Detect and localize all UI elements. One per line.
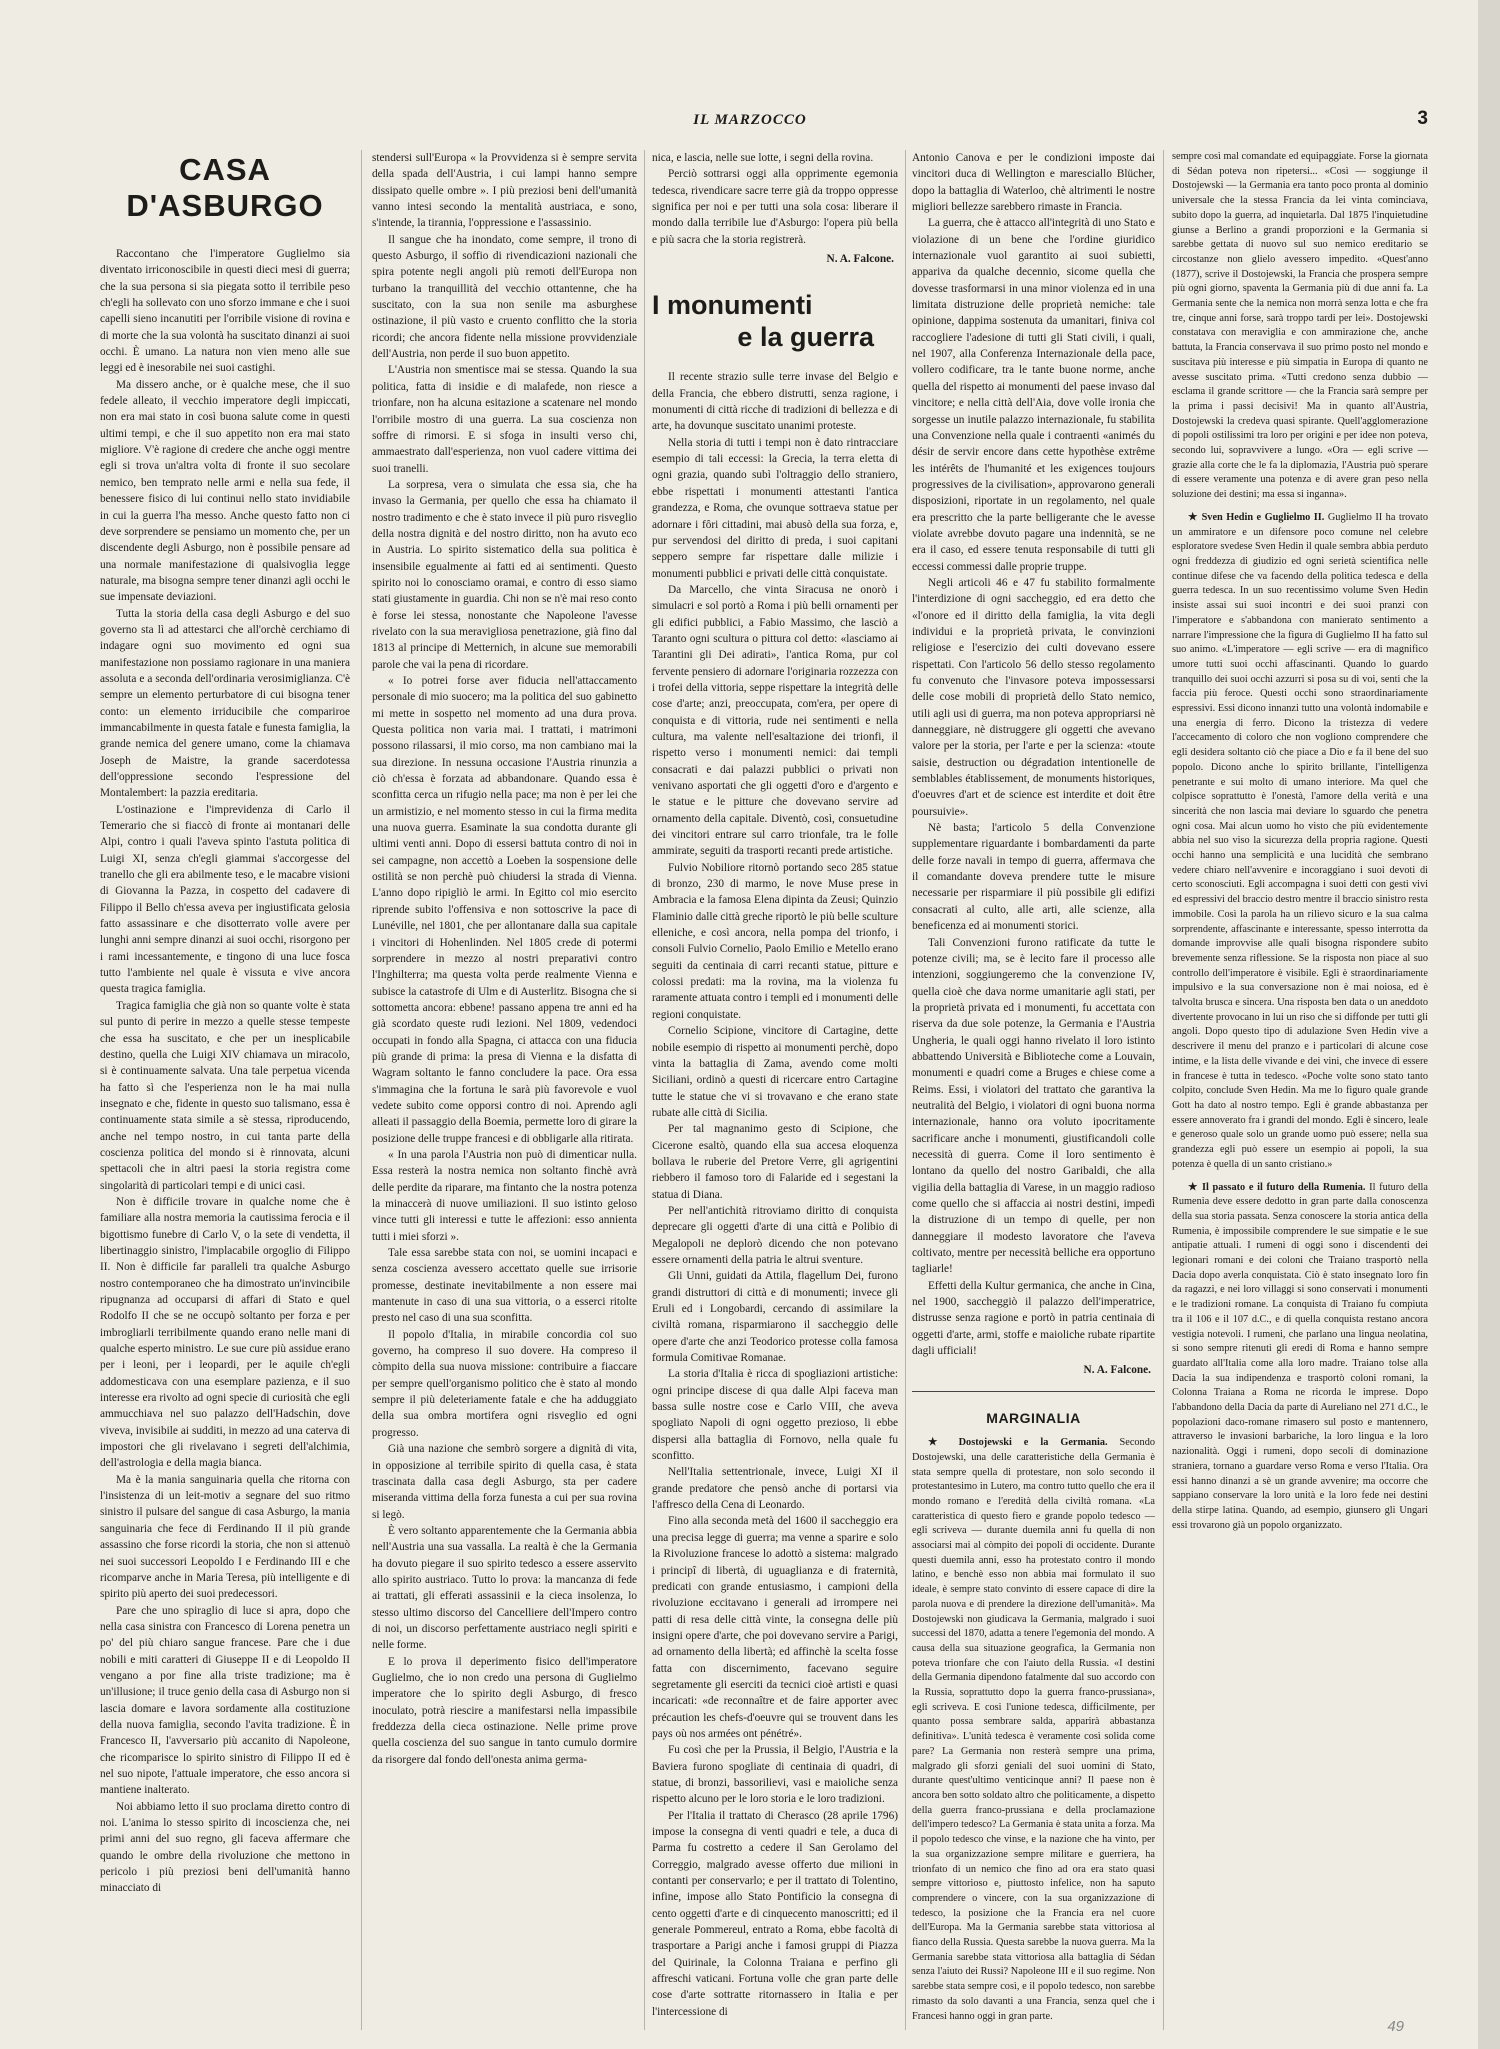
paragraph: Perciò sottrarsi oggi alla opprimente egemonia tedesca, rivendicare sacre terre già da troppo oppresse significa per noi e per tutti una sola cosa: liberare il mondo dalla terribile lue d'Asburgo: l'opera più bella e più sacra che la storia registrerà. xyxy=(652,168,898,246)
marginalia-text: Secondo Dostojewski, una delle caratteristiche della Germania è stata sempre quella di protestare, non solo secondo il protestantesimo in Lutero, ma contro tutto quello che era il mondo romano e l'eredità della civiltà romana. «La caratteristica di questo fiero e grande popolo tedesco — egli scriveva — durante duemila anni fu quella di non associarsi mai al còmpito dei popoli di occidente. Durante questi duemila anni, esso ha protestato contro il mondo latino, e benchè esso non abbia mai formulato il suo ideale, è sempre stato convinto di essere capace di dire la parola nuova e di prendere la direzione dell'umanità». Ma Dostojewski non giudicava la Germania, malgrado i suoi successi del 1870, adatta a tenere l'egemonia del mondo. A causa della sua situazione geografica, la Germania non poteva trionfare che con l'aiuto della Russia. «I destini della Germania dipendono fatalmente dal suo accordo con la Russia, soprattutto dopo la guerra franco-prussiana», egli scriveva. E cosi l'unione tedesca, difficilmente, per quanto possa sembrare salda, apparirà abbastanza definitiva». L'unità tedesca è veramente così solida come pare? La Germania non resterà sempre una prima, malgrado gli sforzi geniali del suoi uomini di Stato, durante quest'ultimo venticinque anni? Il paese non è ancora ben sotto soldato altro che politicamente, a dispetto della guerra franco-prussiana e della proclamazione dell'impero tedesco? La Germania è stata unita a forza. Ma il popolo tedesco che vinse, e la nazione che ha vinto, per la sua organizzazione sempre militare e guerriera, ha trionfato di un nemico che fino ad ora era stato quasi sempre vittorioso e, piuttosto infelice, non ha saputo comprendere o vincere, con la sua organizzazione di tedesco, la posizione che la Francia era nel cuore dell'Europa. Ma la Germania sarebbe stata vittoriosa al fianco della Russia. Questa sarebbe la nuova guerra. Ma la Germania sarebbe stata vittoriosa alla battaglia di Sédan senza l'aiuto dei Russi? Napoleone III e il suo regime. Non sarebbe stata sempre così, e il popolo tedesco, non sarebbe rimasto da solo davanti a una Francia, senza quel che i Francesi hanno oggi in gran parte. xyxy=(912,1437,1155,2022)
paragraph: Da Marcello, che vinta Siracusa ne onorò i simulacri e sol portò a Roma i più belli ornamenti per gli edifici pubblici, a Fabio Massimo, che lasciò a Taranto ogni scultura o pittura col detto: «lasciamo ai Tarantini gli Dei adirati», l'antica Roma, pur col fervente pensiero di adornare l'originaria rozzezza con i trofei della vittoria, seppe rispettare la integrità delle cose d'arte; anzi, preoccupata, com'era, per opere di conquista e di vittoria, rude nei sentimenti e nella cultura, ma valente nell'esaltazione dei trionfi, il rispetto verso i monumenti nemici: dai templi consacrati e dai palazzi pubblici o privati non venivano asportati che gli oggetti d'oro e d'argento e le statue e le pitture che dovevano servire ad ornamento della capitale. Diventò, così, consuetudine dei vincitori entrare sul carro trionfale, tra le folle ammirate, seguiti da trasporti recanti prede artistiche. xyxy=(652,583,898,858)
paragraph: Per l'Italia il trattato di Cherasco (28 aprile 1796) impose la consegna di venti quadri e tele, a duca di Parma fu costretto a cedere il San Gerolamo del Correggio, malgrado avesse offerto due milioni in contanti per conservarlo; e per il trattato di Tolentino, infine, impose allo Stato Pontificio la consegna di cento oggetti d'arte e di cinquecento manoscritti; ed il generale Pommereul, entrato a Roma, ebbe facoltà di trasportare a Parigi anche i famosi gruppi di Piazza del Quirinale, la Colonna Traiana e perfino gli affreschi vaticani. Fortuna volle che gran parte delle cose d'arte sottratte ritornassero in Italia e per l'intercessione di xyxy=(652,1809,898,2018)
marginalia-item xyxy=(912,1436,1155,2024)
title-line-1: I monumenti xyxy=(652,290,813,321)
paragraph: È vero soltanto apparentemente che la Germania abbia nell'Austria una sua vassalla. La realtà è che la Germania ha dovuto piegare il suo spirito tedesco a essere asservito allo spirito austriaco. Tutto lo prova: la mancanza di fede ai trattati, gli efferati assassinii e la cieca insolenza, lo stesso ultimo discorso del Cancelliere dell'Impero contro di noi, un discorso perfettamente austriaco negli spiriti e nelle forme. xyxy=(372,1524,637,1652)
paragraph: La storia d'Italia è ricca di spogliazioni artistiche: ogni principe discese di qua dalle Alpi faceva man bassa sulle nostre cose e Carlo VIII, che aveva spogliato Napoli di ogni oggetto prezioso, li ebbe dispersi alla battaglia di Fornovo, nella quale fu sconfitto. xyxy=(652,1368,898,1463)
marginalia-heading: ★ Il passato e il futuro della Rumenia. xyxy=(1188,1181,1366,1193)
page-header xyxy=(72,108,1428,142)
paragraph: E lo prova il deperimento fisico dell'imperatore Guglielmo, che io non credo una persona di Guglielmo imperatore che lo spirito degli Asburgo, di fresco inoculato, potrà riescire a manifestarsi nella impassibile freddezza della cieca ostinazione. Nelle prime prove quella coscienza del suo sangue in tanto cumulo dormire da risorgere dal fondo dell'onesta anima germa- xyxy=(372,1655,637,1766)
paragraph: Il recente strazio sulle terre invase del Belgio e della Francia, che ebbero distrutti, senza ragione, i monumenti di città ricche di tradizioni di bellezza e di arte, ha dovunque suscitato unanimi proteste. xyxy=(652,371,898,433)
page-number: 3 xyxy=(1417,108,1428,129)
paragraph: La sorpresa, vera o simulata che essa sia, che ha invaso la Germania, per quello che essa ha chiamato il nostro tradimento e che è stato invece il più puro risveglio della nostra dignità e del nostro diritto, non ha avuto eco in Austria. Lo spirito sistematico della sua politica è insensibile egualmente ai fatti ed ai sentimenti. Questo spirito noi lo conosciamo oramai, e contro di esso siamo stati giustamente in guardia. Chi non se n'è mai reso conto è forse lei stessa, nonostante che Napoleone l'avesse rivelato con la sua meravigliosa penetrazione, già fino dal 1813 al principe di Metternich, in alcune sue memorabili parole che vai la pena di ricordare. xyxy=(372,478,637,671)
paragraph: Tutta la storia della casa degli Asburgo e del suo governo sta lì ad attestarci che all'orchè cerchiamo di indagare ogni suo movimento ed ogni sua manifestazione non possiamo ragionare in una maniera assoluta e a seconda dell'ordinaria verosimiglianza. C'è sempre un elemento perturbatore di cui bisogna tener conto: un elemento irriducibile che compariroe immancabilmente in questa fatale e funesta famiglia, la grande nemica del genere umano, come la chiamava Joseph de Maistre, la grande sacerdotessa dell'oppressione secondo l'espressione del Montalembert: la pazzia ereditaria. xyxy=(100,607,350,800)
marginalia-continuation: sempre così mal comandate ed equipaggiate. Forse la giornata di Sédan poteva non ripetersi... «Così — soggiunge il Dostojewski — la Germania era tanto poco pronta al dominio universale che la stessa Francia da lei vinta cominciava, subito dopo la guerra, ad inquietarla. Dal 1875 l'inquietudine giunse a Berlino a grandi proporzioni e la Germania si sarebbe gettata di nuovo sul suo nemico ereditario se circostanze non glielo avessero impedito. «Quest'anno (1877), scrive il Dostojewski, la Francia che prospera sempre più ogni giorno, spaventa la Germania più di due anni fa. La Germania sente che la nemica non morrà senza lotta e che fra tre, cinque anni forse, sarà troppo tardi per lei». Dostojewski constatava con meraviglia e con ammirazione che, anche battuta, la Francia conservava il suo primo posto nel mondo e suscitava più interesse e più simpatia in Europa di quanto ne avesse suscitato prima. «Tutti credono senza dubbio — esclama il grande scrittore — che la Francia sarà sempre per la prima i passi decisivi! Ma in quanto all'Austria, Dostojewski la credeva quasi spirante. Quell'agglomerazione di popoli ostilissimi tra loro per origini e per idee non poteva, secondo lui, sopravvivere a lungo. «Ora — egli scrive — grazie alla corte che le fa la diplomazia, l'Austria può sperare di essere veramente una potenza e di avere gran peso nella soluzione dei destini; ma essa si inganna». xyxy=(1172,151,1428,501)
article-title-casa-asburgo: CASA D'ASBURGO xyxy=(126,152,324,223)
title-line-2: e la guerra xyxy=(737,322,874,353)
paragraph: Fulvio Nobiliore ritornò portando seco 285 statue di bronzo, 230 di marmo, le nove Muse prese in Ambracia e la famosa Elena dipinta da Zeusi; Quinzio Flaminio dalle città greche riportò le più belle sculture elleniche, e così ancora, nella pompa del trionfo, i consoli Fulvio Cornelio, Paolo Emilio e Metello erano seguiti da centinaia di carri recanti statue, pitture e colossi predati: ma la rovina, ma la violenza fu raramente attuata contro i templi ed i monumenti delle regioni conquistate. xyxy=(652,861,898,1021)
column-1 xyxy=(100,150,350,2040)
section-divider xyxy=(912,1391,1155,1392)
paragraph: Tali Convenzioni furono ratificate da tutte le potenze civili; ma, se è lecito fare il processo alle intenzioni, soggiungeremo che la convenzione IV, quella cioè che dava norme umanitarie agli stati, per la proprietà privata ed i monumenti, fu accettata con riserva da due sole potenze, la Germania e l'Austria Ungheria, le quali oggi hanno rivelato il loro istinto abbattendo Università e Biblioteche come a Louvain, monumenti e quadri come a Bruges e chiese come a Reims. Essi, i violatori del trattato che garantiva la neutralità del Belgio, i violatori di ogni buona norma internazionale, hanno ora voluto ipocritamente sacrificare anche i monumenti, giustificandoli colle necessità di guerra. Come il loro sentimento è lontano da quello del nostro Garibaldi, che alla vigilia della battaglia di Varese, in un maggio radioso come quello che si affaccia ai nostri destini, impedì la distruzione di un tempo di quelle, per non danneggiare il modesto lavoratore che l'aveva coltivato, mentre per necessità belliche era opportuno tagliarle! xyxy=(912,936,1155,1276)
handwritten-page-note: 49 xyxy=(1387,2018,1404,2035)
paragraph: L'Austria non smentisce mai se stessa. Quando la sua politica, fatta di insidie e di malafede, non riesce a trionfare, non ha alcuna esitazione a scatenare nel mondo l'orribile mostro di una guerra. La sua coscienza non soffre di rimorsi. E si sfoga in insulti verso chi, ammaestrato dall'esperienza, non vuol cadere vittima dei suoi tranelli. xyxy=(372,364,637,475)
paragraph: Ma dissero anche, or è qualche mese, che il suo fedele alleato, il vecchio imperatore degli impiccati, non era mai stato in così buona salute come in questi ultimi tempi, e che il suo appetito non era mai stato migliore. V'è ragione di credere che anche oggi mentre egli si trova un'altra volta di fronte il suo secolare nemico, ben temprato nelle armi e nella sua fede, il benessere fisico di lui continui nello stato invidiabile in cui la guerra l'ha messo. Anche questo fatto non ci deve sorprendere se pensiamo un momento che, per un discendente degli Asburgo, non è possibile pensare ad una normale manifestazione di qualsivoglia legge naturale, ma bisogna sempre tener dinanzi agli occhi le sue impensate deviazioni. xyxy=(100,378,350,604)
paragraph: Cornelio Scipione, vincitore di Cartagine, dette nobile esempio di rispetto ai monumenti perchè, dopo vinta la battaglia di Zama, avendo come molti Siciliani, ordinò a questi di ricercare entro Cartagine tutte le statue che vi si trovavano e che erano state rubate alle città di Sicilia. xyxy=(652,1025,898,1119)
paragraph: Noi abbiamo letto il suo proclama diretto contro di noi. L'anima lo stesso spirito di incoscienza che, nei primi anni del suo regno, gli faceva affermare che quando le ombre della rivoluzione che mettono in pericolo i più preziosi beni dell'umanità hanno minacciato di xyxy=(100,1800,350,1895)
marginalia-text: Guglielmo II ha trovato un ammiratore e un difensore poco comune nel celebre esploratore svedese Sven Hedin il quale sembra abbia perduto ogni freddezza di giudizio ed ogni serietà scientifica nelle continue difese che va facendo della politica tedesca e della guerra tedesca. In un suo recentissimo volume Sven Hedin insiste assai sui suoi incontri e dei suoi pranzi con l'imperatore e s'abbandona con manierato sentimento a narrare l'impressione che la figura di Guglielmo II ha fatto sul suo animo. «L'imperatore — egli scrive — era di magnifico umore tutti suoi occhi affascinanti. Quando lo guardo tranquillo dei suoi occhi azzurri si posa su di voi, senti che la faccia più feroce. Questi occhi sono straordinariamente espressivi. Essi dicono innanzi tutto una volontà indomabile e una energia di ferro. Dicono la tristezza di vedere l'accecamento di coloro che non vogliono comprendere che egli desidera soltanto ciò che piace a Dio e fa il bene del suo popolo. Dicono anche lo spirito brillante, l'intelligenza penetrante e sui molto di umano interiore. Ma quel che colpisce soprattutto è l'onestà, l'amore della verità e una sincerità che non lascia mai deviare lo sguardo che penetra ogni cosa. Mai alcun uomo ho visto che più evidentemente abbia nel suo viso la sicurezza della propria ragione. Questi occhi hanno una semplicità e una lucidità che sembrano vedere chiaro nell'avvenire e incoraggiano i suoi devoti di certo sconosciuti. Egli accompagna i suoi detti con gesti vivi ed espressivi del braccio destro mentre il braccio sinistro resta immobile. Così la parola ha un rilievo sicuro e la sua calma sorprendente, affascinante e interessante, spesso interrotta da domande improvvise alle quali bisogna rispondere subito brevemente senza riflessione. Se la risposta non piace al suo controllo dell'imperatore è visibile. Egli è straordinariamente impulsivo e la sua conversazione non è mai noiosa, ed è talvolta brusca e sincera. Una risposta ben data o un aneddoto divertente provocano in lui un riso che si diffonde per tutti gli angoli. Dopo questo tipo di adulazione Sven Hedin vive a descrivere il menu del pranzo e i particolari di alcune cose intime, e la lista delle vivande e dei vini, che invece di essere in francese è tutta in tedesco. «Poche volte sono stato tanto colpito, conclude Sven Hedin. Ma me lo figuro quale grande Gott ha dato al nostro tempo. Egli è grande abbastanza per essere annoverato fra i grandi del mondo. Egli è sincero, leale e generoso quale solo un grande uomo può essere; nella sua grandezza egli può essere un esempio ai popoli, la sua potenza è quella di un santo cristiano.» xyxy=(1172,511,1428,1170)
masthead: IL MARZOCCO xyxy=(693,112,807,128)
paragraph: Nella storia di tutti i tempi non è dato rintracciare esempio di tali eccessi: la Grecia, la terra eletta di ogni grazia, quando subì l'oltraggio dello straniero, ebbe rispettati i monumenti attestanti l'antica grandezza, e Roma, che ovunque sottraeva statue per adornare i fôri cittadini, mai abusò della sua forza, e, pur servendosi del diritto di preda, i suoi capitani seppero sempre far rispettare dalle milizie i monumenti pubblici e privati delle città conquistate. xyxy=(652,436,898,580)
paragraph: Fino alla seconda metà del 1600 il saccheggio era una precisa legge di guerra; ma venne a sparire e solo la Rivoluzione francese lo adottò a sistema: malgrado i principî di libertà, di uguaglianza e di fraternità, predicati con grande entusiasmo, i campioni della rivoluzione eccitavano i generali ad irrompere nei patti di resa delle città vinte, la consegna delle più insigni opere d'arte, che poi dovevano servire a Parigi, ad ornamento della libertà; ed affinchè la scelta fosse fatta con discernimento, facevano seguire segretamente gli eserciti da tecnici cioè artisti e quasi incaricati: «de reconnaître et de faire apporter avec précaution les chefs-d'oeuvre qui se trouvent dans les pays où nos armées ont pénétré». xyxy=(652,1515,898,1740)
column-divider xyxy=(905,150,906,2030)
section-title-marginalia: MARGINALIA xyxy=(986,1409,1081,1426)
paragraph: Nè basta; l'articolo 5 della Convenzione supplementare riguardante i bombardamenti da parte delle forze navali in tempo di guerra, affermava che il comandante doveva prendere tutte le misure necessarie per risparmiare il più possibile gli edifizi consacrati al culto, alle arti, alle scienze, alla beneficenza ed ai monumenti storici. xyxy=(912,822,1155,933)
paragraph: Per nell'antichità ritroviamo diritto di conquista deprecare gli oggetti d'arte di una città e Polibio di Megalopoli ne deplorò dicendo che non potevano essere ornamenti della patria le altrui sventure. xyxy=(652,1204,898,1266)
signature-ignotus: N. A. Falcone. xyxy=(826,253,894,266)
paragraph: Il sangue che ha inondato, come sempre, il trono di questo Asburgo, il soffio di rivendicazioni nazionali che spira potente negli angoli più remoti dell'Europa non turbano la tranquillità del vecchio ottantenne, che ha suscitato, con la sua non senile ma asburghese ostinazione, il più vasto e cruento conflitto che la storia ricordi; che ancora fidente nella missione provvidenziale dell'Austria, non perde il suo buon appetito. xyxy=(372,233,637,361)
paragraph: Gli Unni, guidati da Attila, flagellum Dei, furono grandi distruttori di città e di monumenti; invece gli Eruli ed i Longobardi, cercando di assimilare la civiltà romana, risparmiarono il saccheggio delle opere d'arte che anzi Teodorico protesse colla famosa formula Comitivae Romanae. xyxy=(652,1270,898,1365)
paragraph: Fu così che per la Prussia, il Belgio, l'Austria e la Baviera furono spogliate di centinaia di quadri, di statue, di bronzi, bassorilievi, vasi e maioliche senza rispetto alcuno per le loro storia e le loro tradizioni. xyxy=(652,1744,898,1806)
paragraph: L'ostinazione e l'imprevidenza di Carlo il Temerario che si fiaccò di fronte ai montanari delle Alpi, contro i quali l'aveva spinto l'astuta politica di Luigi XI, senza ch'egli giammai s'accorgesse del tranello che gli era abilmente teso, e le macabre visioni di Giovanna la Pazza, in cospetto del cadavere di Filippo il Bello ch'essa aveva per ingiustificata gelosia fatto assassinare e che disotterrato volle avere per lunghi anni sempre dinanzi ai suoi occhi, risorgono per i rami incessantemente, e tingono di una luce fosca tutto l'ambiente nel quale è vissuta e vive ancora questa tragica famiglia. xyxy=(100,803,350,996)
column-5 xyxy=(1172,150,1428,2040)
paragraph: Tragica famiglia che già non so quante volte è stata sul punto di perire in mezzo a quelle stesse tempeste che essa ha suscitato, e che per un inesplicabile destino, quella che Luigi XIV chiamava un miracolo, si è continuamente salvata. Una tale perpetua vicenda ha fatto sì che l'esperienza non le ha mai nulla insegnato e che, fidente in questo suo talismano, essa è continuamente stata simile a sè stessa, riproducendo, anche nel tempo nostro, in cui tanta parte della coscienza politica del mondo si è rinnovata, alcuni spettacoli che in altri paesi la storia registra come singolarità di particolari tempi e di unici casi. xyxy=(100,999,350,1192)
column-2 xyxy=(372,150,637,2040)
paragraph: Tale essa sarebbe stata con noi, se uomini incapaci e senza coscienza avessero accettato quelle sue irrisorie promesse, destinate inevitabilmente a non essere mai mantenute in caso di una sua vittoria, o a esserci ritolte presto nel caso di una sua sconfitta. xyxy=(372,1247,637,1325)
paragraph: stendersi sull'Europa « la Provvidenza si è sempre servita della spada dell'Austria, i cui lampi hanno sempre dissipato quelle ombre ». I più preziosi beni dell'umanità vanno intesi secondo la mentalità austriaca, e sono, s'intende, la tirannia, l'oppressione e l'assassinio. xyxy=(372,152,637,230)
marginalia-heading: ★ Sven Hedin e Guglielmo II. xyxy=(1188,511,1325,523)
paragraph: Pare che uno spiraglio di luce si apra, dopo che nella casa sinistra con Francesco di Lorena penetra un po' del più chiaro sangue francese. Pare che i due nobili e miti caratteri di Giuseppe II e di Leopoldo II vengano a por fine alla triste tradizione; ma è un'illusione; il truce genio della casa di Asburgo non si lascia domare e lavora sordamente alla costituzione della nuova famiglia, secondo l'avita tradizione. È in Francesco II, l'avversario più accanito di Napoleone, che ricomparisce lo spirito sinistro di Filippo II ed è nel suo nipote, l'attuale imperatore, che esso ancora si mantiene inalterato. xyxy=(100,1604,350,1797)
paragraph: La guerra, che è attacco all'integrità di uno Stato e violazione di un bene che l'ordine giuridico internazionale vuol garantito ai suoi subietti, appariva da qualche decennio, sicome quella che dovesse trasformarsi in una minor violenza ed in una limitata distruzione delle proprietà nemiche: tale opinione, dappima sostenuta da umanitari, finiva col raccogliere l'adesione di tutti gli Stati civili, i quali, nel 1907, alla Conferenza Internazionale della pace, vollero codificare, tra le tante buone norme, anche quella del rispetto ai monumenti del paese invaso dal vincitore; e nella città dell'Aia, dove volle ironia che sorgesse un inutile palazzo internazionale, fu stabilita una Convenzione nella quale i contraenti «animés du désir de servir encore dans cette hypothèse extrême les intérêts de l'humanité et les exigences toujours progressives de la civilisation», approvarono generali disposizioni, riportate in un regolamento, nel quale era prescritto che la parte belligerante che le avesse violate avrebbe dovuto pagare una indennità, se ne era il caso, ed essere tenuta responsabile di tutti gli eccessi commessi dalle proprie truppe. xyxy=(912,217,1155,573)
paragraph: Effetti della Kultur germanica, che anche in Cina, nel 1900, saccheggiò il palazzo dell'imperatrice, distrusse senza ragione e portò in patria centinaia di oggetti d'arte, armi, stoffe e maioliche rubate ripartite dagli ufficiali! xyxy=(912,1279,1155,1358)
quote-paragraph: « In una parola l'Austria non può di dimenticar nulla. Essa resterà la nostra nemica non soltanto finchè avrà delle perdite da riparare, ma fintanto che la nostra potenza la minaccerà di nuove umiliazioni. Il suo istinto geloso vince tutti gli interessi e tutte le affezioni: esso annienta tutti i miei sforzi ». xyxy=(372,1148,637,1243)
column-3 xyxy=(652,150,898,2040)
scan-edge xyxy=(1478,0,1500,2049)
column-divider xyxy=(644,150,645,2030)
signature-falcone: N. A. Falcone. xyxy=(1083,1364,1151,1377)
column-4 xyxy=(912,150,1155,2040)
marginalia-text: Il futuro della Rumenia deve essere dedotto in gran parte dalla conoscenza della sua storia passata. Senza conoscere la storia antica della Rumenia, è impossibile comprendere le sue simpatie e le sue antipatie attuali. I rumeni di oggi sono i discendenti dei legionari romani e dei coloni che Traiano trasportò nella Dacia dopo averla conquistata. Ciò è stato insegnato loro fin da ragazzi, e nei loro villaggi si sono conservati i monumenti e le tradizioni romane. La conquista di Traiano fu compiuta tra il 106 e il 107 d.C., e di quella conquista restano ancora vestigia notevoli. I rumeni, che parlano una lingua neolatina, si sono sempre ritenuti gli eredi di Roma e hanno sempre guardato all'Italia come alla loro madre. Traiano tolse alla Dacia la sua indipendenza e trasportò coloni romani, la Colonna Traiana a Roma ne ricorda le imprese. Dopo l'abbandono della Dacia da parte di Aureliano nel 271 d.C., le popolazioni daco-romane rimasero sul posto e mantennero, attraverso le invasioni barbariche, la loro lingua e la loro nazionalità. Oggi i rumeni, dopo secoli di dominazione straniera, tornano a guardare verso Roma e verso l'Italia. Ora essi hanno dinanzi a sè un grande avvenire; ma occorre che sappiano conservare la loro unità e la loro fede nei destini della stirpe latina. Quando, ad esempio, giunsero gli Ungari essi trovarono già un popolo organizzato. xyxy=(1172,1181,1428,1531)
column-divider xyxy=(361,150,362,2030)
quote-paragraph: « Io potrei forse aver fiducia nell'attaccamento personale di mio suocero; ma la politica del suo gabinetto mi mette in sospetto nel momento ad una dura prova. Questa politica non varia mai. I trattati, i matrimoni possono rilassarsi, il mio corso, ma non cambiano mai la sua direzione. In nessuna occasione l'Austria rinunzia a ciò ch'essa è forzata ad abbandonare. Quando essa è sconfitta cerca un rifugio nella pace; ma non è per lei che un armistizio, e nel momento stesso in cui la firma medita una nuova guerra. Esaminate la sua condotta durante gli ultimi venti anni. Dopo di essersi battuta contro di noi in sei campagne, non accettò a Loeben la sospensione delle ostilità se non perchè può chiudersi la strada di Vienna. L'anno dopo ripigliò le armi. In Egitto col mio esercito riprende subito l'offensiva e non sottoscrive la pace di Lunéville, nel 1801, che per allontanare dalla sua capitale i vincitori di Hohenlinden. Nel 1805 crede di potermi sorprendere in mezzo al nostri preparativi contro l'Inghilterra; ma questa volta perde realmente Vienna e subisce la catastrofe di Ulm e di Austerlitz. Bisogna che si sottometta ancora: ebbene! passano appena tre anni ed ha già scordato queste rudi lezioni. Nel 1809, vedendoci occupati in fondo alla Spagna, ci attacca con una fiducia più grande di prima: la presa di Vienna e la disfatta di Wagram soltanto le fanno concludere la pace. Ora essa s'immagina che la fortuna le sarà più favorevole e vuol vedete subito come opporsi contro di noi. Aprendo agli alleati il passaggio della Boemia, permette loro di girare la posizione delle truppe francesi e di obbligarle alla ritirata. xyxy=(372,675,637,1145)
paragraph: Antonio Canova e per le condizioni imposte dai vincitori duca di Wellington e maresciallo Blücher, dopo la battaglia di Waterloo, chè altrimenti le nostre migliori bellezze sarebbero rimaste in Francia. xyxy=(912,152,1155,214)
paragraph: nica, e lascia, nelle sue lotte, i segni della rovina. xyxy=(652,152,874,164)
paragraph: Ma è la mania sanguinaria quella che ritorna con l'insistenza di un leit-motiv a segnare del suo ritmo sinistro il pulsare del sangue di casa Asburgo, la mania sanguinaria che fece di Ferdinando II il più grande assassino che forse ricordi la storia, che non si attenuò nei suoi successori Leopoldo I e Ferdinando III e che ricomparve anche in Maria Teresa, più intelligente e di spirito più aperto dei suoi predecessori. xyxy=(100,1473,350,1601)
paragraph: Il popolo d'Italia, in mirabile concordia col suo governo, ha compreso il suo dovere. Ha compreso il còmpito della sua nuova missione: contribuire a fiaccare per sempre quell'organismo politico che è stato al mondo sempre il più deleteriamente fatale e che ha adduggiato della sua ombra mortifera ogni risveglio ed ogni progresso. xyxy=(372,1328,637,1439)
marginalia-item xyxy=(1172,1181,1428,1534)
article-title-monumenti xyxy=(652,289,898,353)
paragraph: Raccontano che l'imperatore Guglielmo sia diventato irriconoscibile in questi dieci mesi di guerra; che la sua persona si sia piegata sotto il terribile peso ch'egli ha sollevato con uno sforzo immane e che i suoi capelli sieno incanutiti per l'orribile visione di rovina e di morte che la sua volontà ha suscitato dinanzi ai suoi occhi. È umano. La natura non vien meno alle sue leggi ed è inesorabile nei suoi castighi. xyxy=(100,248,350,375)
column-divider xyxy=(1163,150,1164,2030)
paragraph: Non è difficile trovare in qualche nome che è familiare alla nostra memoria la cautissima ferocia e il bigottismo funebre di Carlo V, o la sete di vendetta, il libertinaggio sinistro, l'implacabile orgoglio di Filippo II. Non è difficile far paralleli tra qualche Asburgo nostro contemporaneo che ha dimostrato un'invincibile ripugnanza ad occuparsi di affari di Stato e quel Rodolfo II che se ne occupò soltanto per forza e per imbrogliarli terribilmente quando erano nelle mani di qualche esperto ministro. Le sue cure più assidue erano per i leoni, per i leopardi, per le aquile ch'egli addomesticava con una esemplare pazienza, e il suo interesse era rivolto ad ogni specie di curiosità che egli ammucchiava nel suo palazzo dell'Hadschin, dove viveva, invisibile ai sudditi, in mezzo ad una caterva di impostori che gli rivelavano i segreti dell'alchimia, dell'astrologia e della magia bianca. xyxy=(100,1195,350,1470)
paragraph: Negli articoli 46 e 47 fu stabilito formalmente l'interdizione di ogni saccheggio, ed era detto che «l'onore ed il diritto della famiglia, la vita degli individui e la proprietà privata, le convinzioni religiose e l'esercizio dei culti dovevano essere rispettati. Con l'articolo 56 dello stesso regolamento fu convenuto che l'invasore poteva impossessarsi delle cose mobili di proprietà dello Stato nemico, utili agli usi di guerra, ma non poteva appropriarsi nè danneggiare, nè distruggere gli oggetti che avevano valore per la storia, per l'arte e per la scienza: «toute saisie, destruction ou dégradation intentionelle de semblables établissement, de monuments historiques, d'oeuvres d'art et de science est interdite et doit être poursuivie». xyxy=(912,576,1155,818)
paragraph: Per tal magnanimo gesto di Scipione, che Cicerone esaltò, quando ella sua accesa eloquenza bollava le ruberie del Pretore Verre, gli agrigentini riebbero il famoso toro di Falaride ed i segestani la statua di Diana. xyxy=(652,1123,898,1201)
marginalia-item xyxy=(1172,511,1428,1173)
paragraph: Già una nazione che sembrò sorgere a dignità di vita, in opposizione al terribile spirito di quella casa, è stata trascinata dalla casa degli Asburgo, sta per cadere miseranda vittima della forza funesta a cui per sua rovina si legò. xyxy=(372,1443,637,1521)
marginalia-heading: ★ Dostojewski e la Germania. xyxy=(928,1437,1108,1449)
paragraph: Nell'Italia settentrionale, invece, Luigi XI il grande predatore che pensò anche di portarsi via l'affresco della Cena di Leonardo. xyxy=(652,1466,898,1512)
